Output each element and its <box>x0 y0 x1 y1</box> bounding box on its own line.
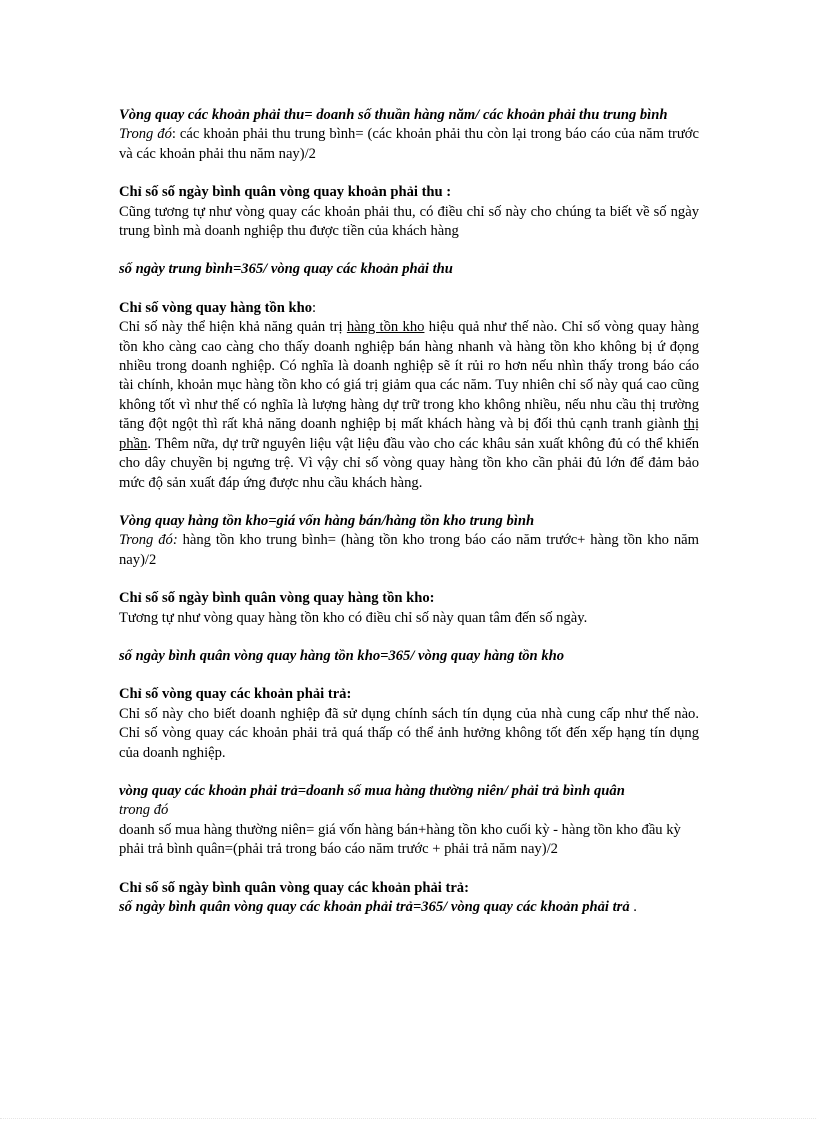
payables-note-label: trong đó <box>119 802 169 819</box>
payables-turnover-body: Chỉ số này cho biết doanh nghiệp đã sử dụng chính sách tín dụng của nhà cung cấp như thế nào. Chỉ số vòng quay các khoản phải trả quá thấp có thể ảnh hưởng không tốt đến xếp hạng tín dụng của doanh nghiệp. <box>119 705 699 761</box>
inventory-days-formula: số ngày bình quân vòng quay hàng tồn kho=365/ vòng quay hàng tồn kho <box>119 647 565 664</box>
receivables-days-body: Cũng tương tự như vòng quay các khoản phải thu, có điều chỉ số này cho chúng ta biết về số ngày trung bình mà doanh nghiệp thu được tiền của khách hàng <box>119 203 699 240</box>
inventory-turnover-formula: Vòng quay hàng tồn kho=giá vốn hàng bán/hàng tồn kho trung bình <box>119 512 535 529</box>
payables-days-heading: Chỉ số số ngày bình quân vòng quay các khoản phải trả: <box>119 879 469 896</box>
inventory-turnover-note <box>119 531 699 570</box>
document-page <box>119 106 699 917</box>
receivables-days-heading: Chỉ số số ngày bình quân vòng quay khoản phải thu : <box>119 184 452 201</box>
heading-text: Chỉ số vòng quay hàng tồn kho <box>119 299 313 316</box>
note-label: Trong đó <box>119 126 172 143</box>
receivables-turnover-note <box>119 125 699 164</box>
inventory-days-body: Tương tự như vòng quay hàng tồn kho có điều chỉ số này quan tâm đến số ngày. <box>119 609 588 626</box>
body-text: hiệu quả như thế nào. Chỉ số vòng quay hàng tồn kho càng cao càng cho thấy doanh nghiệp bán hàng nhanh và hàng tồn kho không bị ứ đọng nhiều trong doanh nghiệp. Có nghĩa là doanh nghiệp sẽ ít rủi ro hơn nếu nhìn thấy trong báo cáo tài chính, khoản mục hàng tồn kho có giá trị giảm qua các năm. Tuy nhiên chỉ số này quá cao cũng không tốt vì như thế có nghĩa là lượng hàng dự trữ trong kho không nhiều, nếu nhu cầu thị trường tăng đột ngột thì rất khả năng doanh nghiệp bị mất khách hàng và bị đối thủ cạnh tranh giành <box>119 319 699 433</box>
payables-days-formula <box>119 898 699 917</box>
link-thi-phan[interactable]: thị phần <box>119 416 699 452</box>
payables-turnover-heading: Chỉ số vòng quay các khoản phải trả: <box>119 686 352 703</box>
note-text: : các khoản phải thu trung bình= (các khoản phải thu còn lại trong báo cáo của năm trước và các khoản phải thu năm nay)/2 <box>119 126 699 162</box>
formula-text: số ngày bình quân vòng quay các khoản phải trả=365/ vòng quay các khoản phải trả <box>119 899 630 915</box>
formula-end: . <box>629 899 637 915</box>
purchases-formula-line: doanh số mua hàng thường niên= giá vốn hàng bán+hàng tồn kho cuối kỳ - hàng tồn kho đầu kỳ <box>119 821 681 838</box>
receivables-days-formula: số ngày trung bình=365/ vòng quay các khoản phải thu <box>119 261 453 278</box>
body-text: . Thêm nữa, dự trữ nguyên liệu vật liệu đầu vào cho các khâu sản xuất không đủ có thể khiến cho dây chuyền bị ngưng trệ. Vì vậy chỉ số vòng quay hàng tồn kho cần phải đủ lớn để đảm bảo mức độ sản xuất đáp ứng được nhu cầu khách hàng. <box>119 435 699 491</box>
inventory-turnover-body <box>119 318 699 493</box>
body-text: Chỉ số này thể hiện khả năng quản trị <box>119 319 347 336</box>
note-label: Trong đó: <box>119 532 178 549</box>
link-hang-ton-kho[interactable]: hàng tồn kho <box>346 319 425 336</box>
page-bottom-border <box>0 1118 816 1119</box>
average-payables-line: phải trả bình quân=(phải trả trong báo cáo năm trước + phải trả năm nay)/2 <box>119 841 558 858</box>
note-text: hàng tồn kho trung bình= (hàng tồn kho trong báo cáo năm trước+ hàng tồn kho năm nay)/2 <box>119 532 699 568</box>
inventory-turnover-heading <box>119 299 699 318</box>
payables-turnover-formula: vòng quay các khoản phải trả=doanh số mua hàng thường niên/ phải trả bình quân <box>119 782 625 799</box>
inventory-days-heading: Chỉ số số ngày bình quân vòng quay hàng tồn kho: <box>119 590 435 607</box>
receivables-turnover-formula: Vòng quay các khoản phải thu= doanh số thuần hàng năm/ các khoản phải thu trung bình <box>119 107 668 123</box>
heading-colon: : <box>312 299 317 316</box>
